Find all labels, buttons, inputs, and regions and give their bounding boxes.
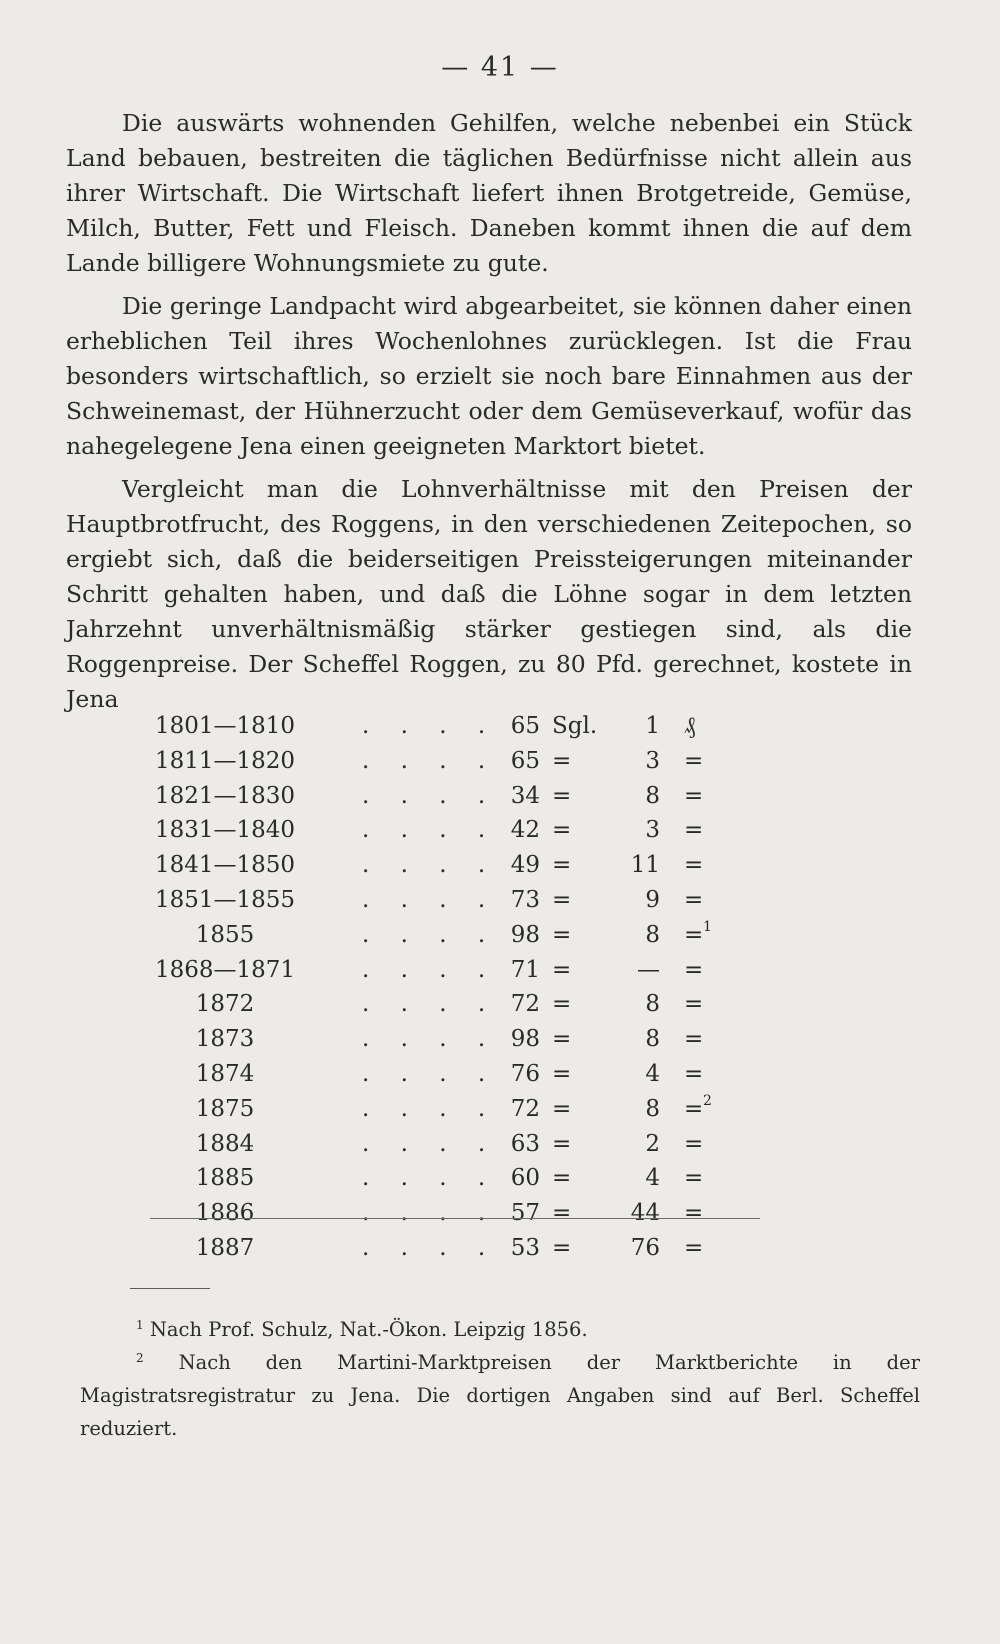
silbergroschen-value: 65 [510, 713, 540, 739]
leader-dots: . . . . [362, 1200, 498, 1227]
pfennig-unit: = [684, 1095, 704, 1122]
pfennig-value: 44 [630, 1200, 660, 1227]
silbergroschen-unit: = [552, 782, 572, 809]
pfennig-unit: = [684, 1200, 704, 1227]
pfennig-value: 8 [645, 782, 660, 809]
silbergroschen-unit: = [552, 956, 572, 983]
silbergroschen-unit: = [552, 747, 572, 774]
silbergroschen-unit: = [552, 1060, 572, 1087]
silbergroschen-unit: = [552, 1234, 572, 1261]
table-row [100, 1196, 820, 1231]
pfennig-unit: = [684, 1026, 704, 1053]
pfennig-unit: = [684, 817, 704, 844]
footnote-2-text: Nach den Martini-Marktpreisen der Marktberichte in der Magistratsregistratur zu Jena. Die dortigen Angaben sind auf Berl. Scheffel reduziert. [80, 1351, 920, 1440]
footnote-2 [80, 1346, 920, 1445]
period-cell: 1851—1855 [154, 886, 296, 913]
silbergroschen-unit: = [552, 852, 572, 879]
table-row [100, 1161, 820, 1196]
leader-dots: . . . . [362, 956, 498, 983]
silbergroschen-unit: = [552, 1200, 572, 1227]
pfennig-unit: = [684, 991, 704, 1018]
leader-dots: . . . . [362, 921, 498, 948]
table-rule [150, 1218, 760, 1219]
silbergroschen-unit: = [552, 991, 572, 1018]
footnote-rule [130, 1288, 210, 1289]
pfennig-value: 2 [645, 1130, 660, 1157]
body-text [66, 106, 912, 725]
table-row [100, 709, 820, 744]
pfennig-value: 8 [645, 1026, 660, 1053]
period-cell: 1811—1820 [154, 747, 296, 774]
period-cell: 1855 [195, 921, 255, 948]
leader-dots: . . . . [362, 991, 498, 1018]
pfennig-value: — [637, 956, 660, 983]
silbergroschen-value: 53 [510, 1234, 540, 1261]
footnote-reference: 1 [703, 918, 712, 935]
period-cell: 1874 [195, 1060, 255, 1087]
silbergroschen-value: 98 [510, 1026, 540, 1053]
silbergroschen-value: 72 [510, 1095, 540, 1122]
pfennig-value: 8 [645, 921, 660, 948]
paragraph-2: Die geringe Landpacht wird abgearbeitet, sie können daher einen erheblichen Teil ihres Wochenlohnes zurücklegen. Ist die Frau besonders wirtschaftlich, so erzielt sie noch bare Einnahmen aus der Schweinemast, der Hühnerzucht oder dem Gemüseverkauf, wofür das nahegelegene Jena einen geeigneten Marktort bietet. [66, 292, 912, 460]
period-cell: 1885 [195, 1165, 255, 1192]
table-row [100, 953, 820, 988]
table-row [100, 918, 820, 953]
table-row [100, 1022, 820, 1057]
period-cell: 1875 [195, 1095, 255, 1122]
pfennig-value: 9 [645, 886, 660, 913]
pfennig-unit: = [684, 1234, 704, 1261]
period-cell: 1884 [195, 1130, 255, 1157]
leader-dots: . . . . [362, 782, 498, 809]
pfennig-value: 8 [645, 1095, 660, 1122]
leader-dots: . . . . [362, 817, 498, 844]
period-cell: 1868—1871 [154, 956, 296, 983]
pfennig-value: 4 [645, 1060, 660, 1087]
rye-price-table [100, 709, 820, 1266]
period-cell: 1841—1850 [154, 852, 296, 879]
silbergroschen-value: 57 [510, 1200, 540, 1227]
leader-dots: . . . . [362, 1234, 498, 1261]
pfennig-value: 76 [630, 1234, 660, 1261]
silbergroschen-value: 49 [510, 852, 540, 879]
period-cell: 1873 [195, 1026, 255, 1053]
pfennig-value: 3 [645, 817, 660, 844]
footnote-1 [80, 1313, 920, 1346]
footnote-1-mark: 1 [136, 1318, 144, 1332]
pfennig-value: 3 [645, 747, 660, 774]
table-row [100, 779, 820, 814]
table-row [100, 987, 820, 1022]
footnotes [80, 1313, 920, 1445]
silbergroschen-value: 60 [510, 1165, 540, 1192]
period-cell: 1801—1810 [154, 713, 296, 739]
silbergroschen-unit: = [552, 921, 572, 948]
pfennig-unit: = [684, 1060, 704, 1087]
leader-dots: . . . . [362, 747, 498, 774]
period-cell: 1886 [195, 1200, 255, 1227]
pfennig-unit: = [684, 921, 704, 948]
silbergroschen-value: 72 [510, 991, 540, 1018]
table-row [100, 1057, 820, 1092]
pfennig-value: 8 [645, 991, 660, 1018]
silbergroschen-unit: = [552, 1165, 572, 1192]
period-cell: 1872 [195, 991, 255, 1018]
silbergroschen-value: 63 [510, 1130, 540, 1157]
pfennig-value: 1 [645, 713, 660, 739]
period-cell: 1887 [195, 1234, 255, 1261]
silbergroschen-value: 65 [510, 747, 540, 774]
silbergroschen-unit: = [552, 817, 572, 844]
leader-dots: . . . . [362, 1026, 498, 1053]
leader-dots: . . . . [362, 1095, 498, 1122]
footnote-2-mark: 2 [136, 1351, 144, 1365]
pfennig-unit: = [684, 886, 704, 913]
leader-dots: . . . . [362, 713, 498, 739]
table-row [100, 1231, 820, 1266]
table-row [100, 744, 820, 779]
table-row [100, 848, 820, 883]
pfennig-unit: = [684, 956, 704, 983]
pfennig-unit: = [684, 852, 704, 879]
pfennig-unit: = [684, 1165, 704, 1192]
silbergroschen-unit: Sgl. [552, 713, 598, 739]
table-row [100, 883, 820, 918]
pfennig-value: 4 [645, 1165, 660, 1192]
silbergroschen-value: 76 [510, 1060, 540, 1087]
page-number: — 41 — [441, 52, 559, 83]
silbergroschen-value: 98 [510, 921, 540, 948]
table-row [100, 813, 820, 848]
pfennig-unit: ₰ [684, 713, 696, 739]
table-row [100, 1127, 820, 1162]
silbergroschen-value: 73 [510, 886, 540, 913]
leader-dots: . . . . [362, 1060, 498, 1087]
pfennig-unit: = [684, 747, 704, 774]
leader-dots: . . . . [362, 1130, 498, 1157]
leader-dots: . . . . [362, 1165, 498, 1192]
silbergroschen-value: 34 [510, 782, 540, 809]
silbergroschen-unit: = [552, 1026, 572, 1053]
silbergroschen-unit: = [552, 1095, 572, 1122]
silbergroschen-unit: = [552, 1130, 572, 1157]
leader-dots: . . . . [362, 852, 498, 879]
silbergroschen-value: 42 [510, 817, 540, 844]
silbergroschen-value: 71 [510, 956, 540, 983]
pfennig-unit: = [684, 1130, 704, 1157]
silbergroschen-unit: = [552, 886, 572, 913]
footnote-reference: 2 [703, 1092, 712, 1109]
footnote-1-text: Nach Prof. Schulz, Nat.-Ökon. Leipzig 1856. [149, 1318, 588, 1341]
pfennig-value: 11 [630, 852, 660, 879]
paragraph-3: Vergleicht man die Lohnverhältnisse mit den Preisen der Hauptbrotfrucht, des Roggens, in den verschiedenen Zeitepochen, so ergiebt sich, daß die beiderseitigen Preissteigerungen miteinander Schritt gehalten haben, und daß die Löhne sogar in dem letzten Jahrzehnt unverhältnismäßig stärker gestiegen sind, als die Roggenpreise. Der Scheffel Roggen, zu 80 Pfd. gerechnet, kostete in Jena [66, 475, 912, 713]
period-cell: 1821—1830 [154, 782, 296, 809]
pfennig-unit: = [684, 782, 704, 809]
leader-dots: . . . . [362, 886, 498, 913]
paragraph-1: Die auswärts wohnenden Gehilfen, welche nebenbei ein Stück Land bebauen, bestreiten die täglichen Bedürfnisse nicht allein aus ihrer Wirtschaft. Die Wirtschaft liefert ihnen Brotgetreide, Gemüse, Milch, Butter, Fett und Fleisch. Daneben kommt ihnen die auf dem Lande billigere Wohnungsmiete zu gute. [66, 109, 912, 277]
period-cell: 1831—1840 [154, 817, 296, 844]
table-row [100, 1092, 820, 1127]
